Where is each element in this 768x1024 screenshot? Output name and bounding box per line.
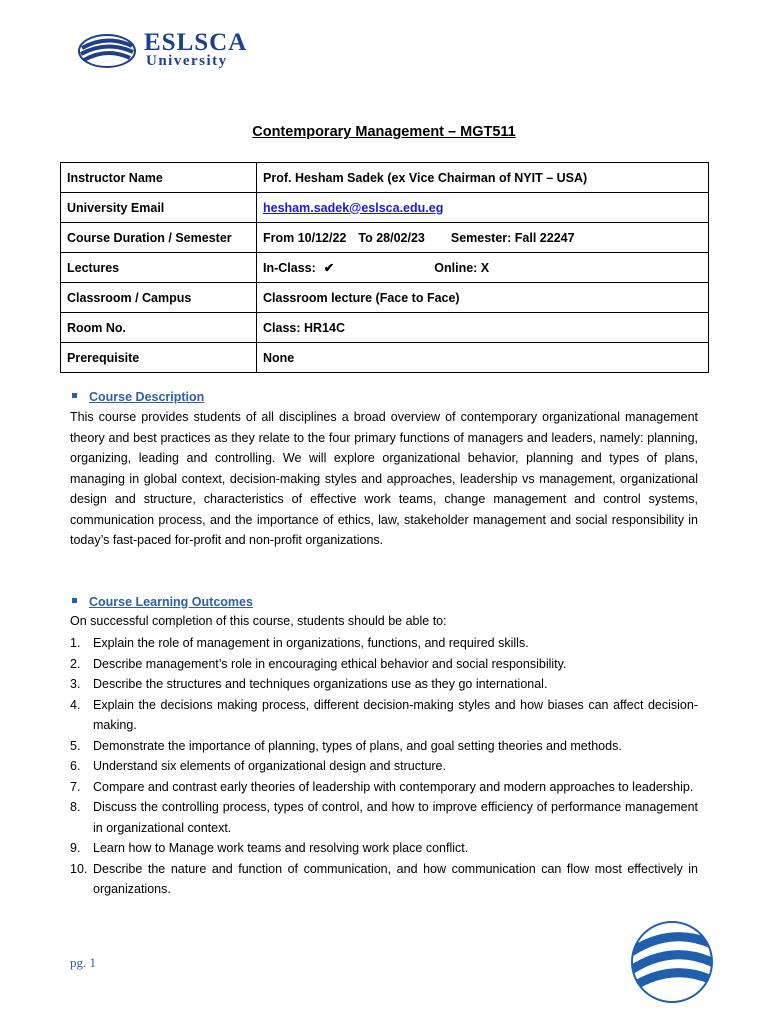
list-item: 2. Describe management’s role in encouraging ethical behavior and social responsibility.	[70, 656, 567, 671]
prerequisite-value: None	[257, 343, 709, 373]
prerequisite-label: Prerequisite	[61, 343, 257, 373]
room-label: Room No.	[61, 313, 257, 343]
room-value: Class: HR14C	[257, 313, 709, 343]
logo-name: ESLSCA	[144, 29, 248, 56]
list-item: 4. Explain the decisions making process, different decision-making styles and how biases can affect decision-making.	[70, 697, 698, 732]
university-logo	[78, 29, 288, 72]
list-item: 8. Discuss the controlling process, types of control, and how to improve efficiency of performance management in organizational context.	[70, 800, 698, 835]
online-value: Online: X	[434, 261, 490, 275]
learning-outcomes-heading: Course Learning Outcomes	[72, 595, 253, 609]
square-bullet-icon	[72, 598, 77, 603]
semester-value: Semester: Fall 22247	[450, 230, 575, 245]
logo-subtitle: University	[146, 53, 228, 69]
table-row	[61, 313, 709, 343]
square-bullet-icon	[72, 393, 77, 398]
classroom-value: Classroom lecture (Face to Face)	[257, 283, 709, 313]
instructor-label: Instructor Name	[61, 163, 257, 193]
list-item: 3. Describe the structures and techniques organizations use as they go international.	[70, 677, 548, 691]
course-info-table	[60, 162, 709, 373]
lectures-label: Lectures	[61, 253, 257, 283]
table-row	[61, 343, 709, 373]
list-item: 1. Explain the role of management in organizations, functions, and required skills.	[70, 636, 529, 650]
course-description-text: This course provides students of all disciplines a broad overview of contemporary organizational management theory and best practices as they relate to the four primary functions of managers and leaders, namely: planning, organizing, leading and controlling. We will explore organizational behavior, planning and types of plans, managing in global context, decision-making styles and approaches, leadership vs management, organizational design and structure, characteristics of effective work teams, change management and control systems, communication process, and the importance of ethics, law, stakeholder management and social responsibility in today’s fast-paced for-profit and non-profit organizations.	[70, 410, 698, 547]
list-item: 7. Compare and contrast early theories of leadership with contemporary and modern approaches to leadership.	[70, 779, 694, 794]
university-emblem-icon	[630, 920, 714, 1004]
email-cell	[257, 193, 709, 223]
table-row	[61, 163, 709, 193]
check-icon: ✔	[323, 261, 335, 275]
swoosh-logo-icon	[78, 34, 136, 68]
email-label: University Email	[61, 193, 257, 223]
list-item: 5. Demonstrate the importance of planning, types of plans, and goal setting theories and methods.	[70, 738, 622, 753]
table-row	[61, 283, 709, 313]
duration-label: Course Duration / Semester	[61, 223, 257, 253]
outcomes-intro: On successful completion of this course, students should be able to:	[70, 614, 447, 628]
table-row	[61, 223, 709, 253]
lectures-cell	[257, 253, 709, 283]
list-item: 9. Learn how to Manage work teams and resolving work place conflict.	[70, 841, 469, 855]
table-row	[61, 193, 709, 223]
list-item: 10. Describe the nature and function of communication, and how communication can flow most effectively in organizations.	[70, 861, 698, 896]
table-row	[61, 253, 709, 283]
list-item: 6. Understand six elements of organizational design and structure.	[70, 759, 446, 773]
duration-from: From 10/12/22	[263, 230, 347, 245]
duration-cell	[257, 223, 709, 253]
duration-to: To 28/02/23	[358, 230, 425, 245]
outcomes-list	[70, 633, 698, 900]
course-title: Contemporary Management – MGT511	[252, 124, 516, 140]
page-number: pg. 1	[70, 955, 96, 970]
classroom-label: Classroom / Campus	[61, 283, 257, 313]
email-link[interactable]: hesham.sadek@eslsca.edu.eg	[263, 200, 444, 215]
course-description-heading: Course Description	[72, 390, 204, 404]
instructor-value: Prof. Hesham Sadek (ex Vice Chairman of NYIT – USA)	[257, 163, 709, 193]
inclass-label: In-Class:	[263, 261, 316, 275]
